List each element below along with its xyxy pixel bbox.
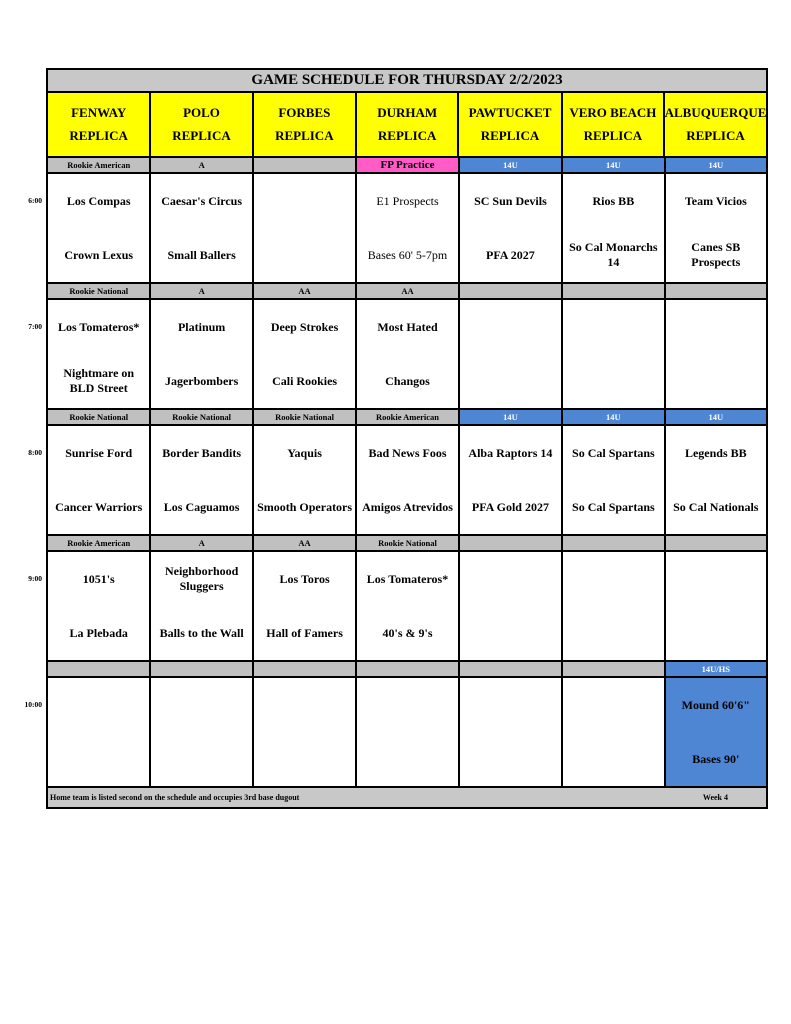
time-label: 10:00 — [24, 700, 42, 709]
division-label: Rookie American — [48, 158, 151, 172]
away-team: Los Compas — [66, 193, 131, 208]
division-row — [48, 662, 766, 678]
field-header-forbes — [254, 93, 357, 156]
game-cell — [460, 552, 563, 660]
away-team — [151, 678, 251, 732]
games-row — [48, 552, 766, 662]
division-label — [48, 662, 151, 676]
game-cell — [460, 300, 563, 408]
field-sub: REPLICA — [583, 128, 643, 143]
game-cell — [254, 678, 357, 786]
away-team: Deep Strokes — [270, 319, 339, 334]
game-cell — [563, 426, 665, 534]
field-sub: REPLICA — [69, 128, 128, 143]
division-label — [666, 284, 766, 298]
division-label: 14U — [460, 158, 563, 172]
division-label — [460, 662, 563, 676]
game-cell — [48, 174, 151, 282]
field-sub: REPLICA — [686, 128, 745, 143]
home-team — [254, 228, 355, 282]
division-row — [48, 284, 766, 300]
division-label: Rookie American — [357, 410, 459, 424]
schedule-footer — [48, 788, 766, 807]
division-label — [254, 158, 357, 172]
away-team — [460, 678, 561, 732]
field-header-row — [48, 93, 766, 158]
division-label: 14U — [666, 158, 766, 172]
field-sub: REPLICA — [172, 128, 231, 143]
base-distance: Bases 90' — [692, 751, 740, 766]
away-team: Sunrise Ford — [65, 445, 133, 460]
division-row — [48, 536, 766, 552]
home-team: Small Ballers — [167, 247, 236, 262]
division-label: Rookie National — [254, 410, 357, 424]
division-row — [48, 158, 766, 174]
field-sub: REPLICA — [377, 128, 437, 143]
field-name: FENWAY — [71, 105, 127, 120]
division-label: 14U/HS — [666, 662, 766, 676]
away-team: Neighborhood Sluggers — [164, 564, 239, 593]
away-team: Rios BB — [592, 193, 635, 208]
division-label — [563, 662, 665, 676]
home-team: Los Caguamos — [163, 499, 240, 514]
field-name: POLO — [183, 105, 220, 120]
game-cell — [151, 426, 253, 534]
division-label: A — [151, 536, 253, 550]
field-name: PAWTUCKET — [468, 105, 552, 120]
division-row — [48, 410, 766, 426]
game-cell — [151, 174, 253, 282]
home-team — [563, 354, 663, 408]
home-team — [563, 732, 663, 786]
game-cell — [254, 300, 357, 408]
home-team — [460, 606, 561, 660]
division-label — [563, 536, 665, 550]
home-team: 40's & 9's — [382, 625, 433, 640]
away-team: Caesar's Circus — [161, 193, 243, 208]
division-label — [357, 662, 459, 676]
away-team — [460, 552, 561, 606]
division-label: 14U — [666, 410, 766, 424]
game-cell — [357, 552, 459, 660]
home-team: Jagerbombers — [164, 373, 239, 388]
time-label: 6:00 — [28, 196, 42, 205]
home-team: So Cal Nationals — [673, 499, 759, 514]
away-team — [666, 552, 766, 606]
away-team: Border Bandits — [162, 445, 242, 460]
game-cell — [460, 678, 563, 786]
away-team — [254, 678, 355, 732]
home-team — [666, 606, 766, 660]
division-label: Rookie National — [48, 284, 151, 298]
game-cell — [357, 426, 459, 534]
game-cell — [460, 174, 563, 282]
home-team: PFA Gold 2027 — [471, 499, 549, 514]
away-team: Platinum — [177, 319, 226, 334]
practice-team: E1 Prospects — [376, 193, 439, 208]
division-label: AA — [254, 536, 357, 550]
away-team — [254, 174, 355, 228]
schedule-table — [46, 68, 768, 809]
game-cell — [563, 552, 665, 660]
division-label: Rookie American — [48, 536, 151, 550]
game-cell — [563, 300, 665, 408]
home-team — [563, 606, 663, 660]
away-team: So Cal Spartans — [572, 445, 655, 460]
home-team: Hall of Famers — [266, 625, 343, 640]
home-team — [666, 354, 766, 408]
home-team: Cancer Warriors — [55, 499, 143, 514]
game-cell — [254, 552, 357, 660]
division-label — [666, 536, 766, 550]
mound-distance: Mound 60'6" — [681, 697, 750, 712]
away-team: Los Tomateros* — [57, 319, 140, 334]
field-name: DURHAM — [377, 105, 438, 120]
division-label: 14U — [563, 158, 665, 172]
away-team: Legends BB — [684, 445, 747, 460]
home-team — [357, 732, 457, 786]
home-team: La Plebada — [69, 625, 128, 640]
home-team: Smooth Operators — [257, 499, 353, 514]
schedule-title: GAME SCHEDULE FOR THURSDAY 2/2/2023 — [48, 70, 766, 93]
home-team: Cali Rookies — [272, 373, 338, 388]
away-team — [563, 300, 663, 354]
away-team: Most Hated — [377, 319, 438, 334]
time-label: 8:00 — [28, 448, 42, 457]
division-label: Rookie National — [151, 410, 253, 424]
game-cell — [357, 174, 459, 282]
field-sub: REPLICA — [480, 128, 540, 143]
game-cell — [666, 552, 766, 660]
division-label: Rookie National — [357, 536, 459, 550]
game-cell — [151, 300, 253, 408]
division-label — [563, 284, 665, 298]
home-team: Changos — [385, 373, 430, 388]
game-cell — [357, 300, 459, 408]
away-team — [460, 300, 561, 354]
field-name: FORBES — [278, 105, 331, 120]
practice-note: Bases 60' 5-7pm — [367, 247, 448, 262]
home-team: Canes SB Prospects — [691, 240, 741, 269]
field-header-durham — [357, 93, 459, 156]
division-label — [460, 536, 563, 550]
games-row — [48, 678, 766, 788]
away-team: Team Vicios — [684, 193, 747, 208]
game-cell — [563, 678, 665, 786]
home-team — [460, 732, 561, 786]
away-team: SC Sun Devils — [474, 193, 547, 208]
division-label — [460, 284, 563, 298]
division-label: A — [151, 158, 253, 172]
game-cell — [563, 174, 665, 282]
division-label: 14U — [460, 410, 563, 424]
home-team: Amigos Atrevidos — [362, 499, 453, 514]
away-team — [48, 678, 149, 732]
division-label — [254, 662, 357, 676]
away-team — [563, 678, 663, 732]
game-cell — [666, 426, 766, 534]
away-team: Yaquis — [287, 445, 322, 460]
division-label — [151, 662, 253, 676]
game-cell — [48, 300, 151, 408]
game-cell — [48, 678, 151, 786]
home-team — [48, 732, 149, 786]
away-team: Los Tomateros* — [366, 571, 449, 586]
practice-label: FP Practice — [357, 158, 459, 172]
home-team-note: Home team is listed second on the schedule and occupies 3rd base dugout — [50, 793, 300, 802]
game-cell — [151, 552, 253, 660]
away-team — [563, 552, 663, 606]
division-label: 14U — [563, 410, 665, 424]
away-team: Alba Raptors 14 — [468, 445, 553, 460]
home-team: Balls to the Wall — [159, 625, 244, 640]
games-row — [48, 426, 766, 536]
away-team: 1051's — [82, 571, 115, 586]
home-team — [151, 732, 251, 786]
away-team — [666, 300, 766, 354]
home-team: Nightmare on BLD Street — [63, 366, 135, 395]
game-cell — [254, 174, 357, 282]
home-team: PFA 2027 — [486, 247, 535, 262]
field-header-vero-beach — [563, 93, 665, 156]
game-cell — [357, 678, 459, 786]
game-cell — [666, 174, 766, 282]
away-team: Bad News Foos — [368, 445, 447, 460]
field-header-pawtucket — [459, 93, 562, 156]
field-header-polo — [151, 93, 253, 156]
away-team — [357, 678, 457, 732]
field-header-fenway — [48, 93, 151, 156]
game-cell — [666, 300, 766, 408]
game-cell — [460, 426, 563, 534]
home-team: So Cal Monarchs 14 — [569, 240, 658, 269]
home-team — [460, 354, 561, 408]
home-team — [254, 732, 355, 786]
field-sub: REPLICA — [275, 128, 334, 143]
field-header-albuquerque — [665, 93, 766, 156]
field-spec-cell — [666, 678, 766, 786]
game-cell — [254, 426, 357, 534]
division-label: AA — [357, 284, 459, 298]
time-label: 9:00 — [28, 574, 42, 583]
division-label: A — [151, 284, 253, 298]
game-cell — [151, 678, 253, 786]
away-team: Los Toros — [279, 571, 330, 586]
home-team: Crown Lexus — [64, 247, 134, 262]
home-team: So Cal Spartans — [572, 499, 655, 514]
game-cell — [48, 552, 151, 660]
time-label: 7:00 — [28, 322, 42, 331]
field-name: ALBUQUERQUE — [664, 105, 767, 120]
division-label: AA — [254, 284, 357, 298]
field-name: VERO BEACH — [569, 105, 657, 120]
games-row — [48, 300, 766, 410]
division-label: Rookie National — [48, 410, 151, 424]
game-cell — [48, 426, 151, 534]
games-row — [48, 174, 766, 284]
week-label: Week 4 — [702, 793, 728, 802]
